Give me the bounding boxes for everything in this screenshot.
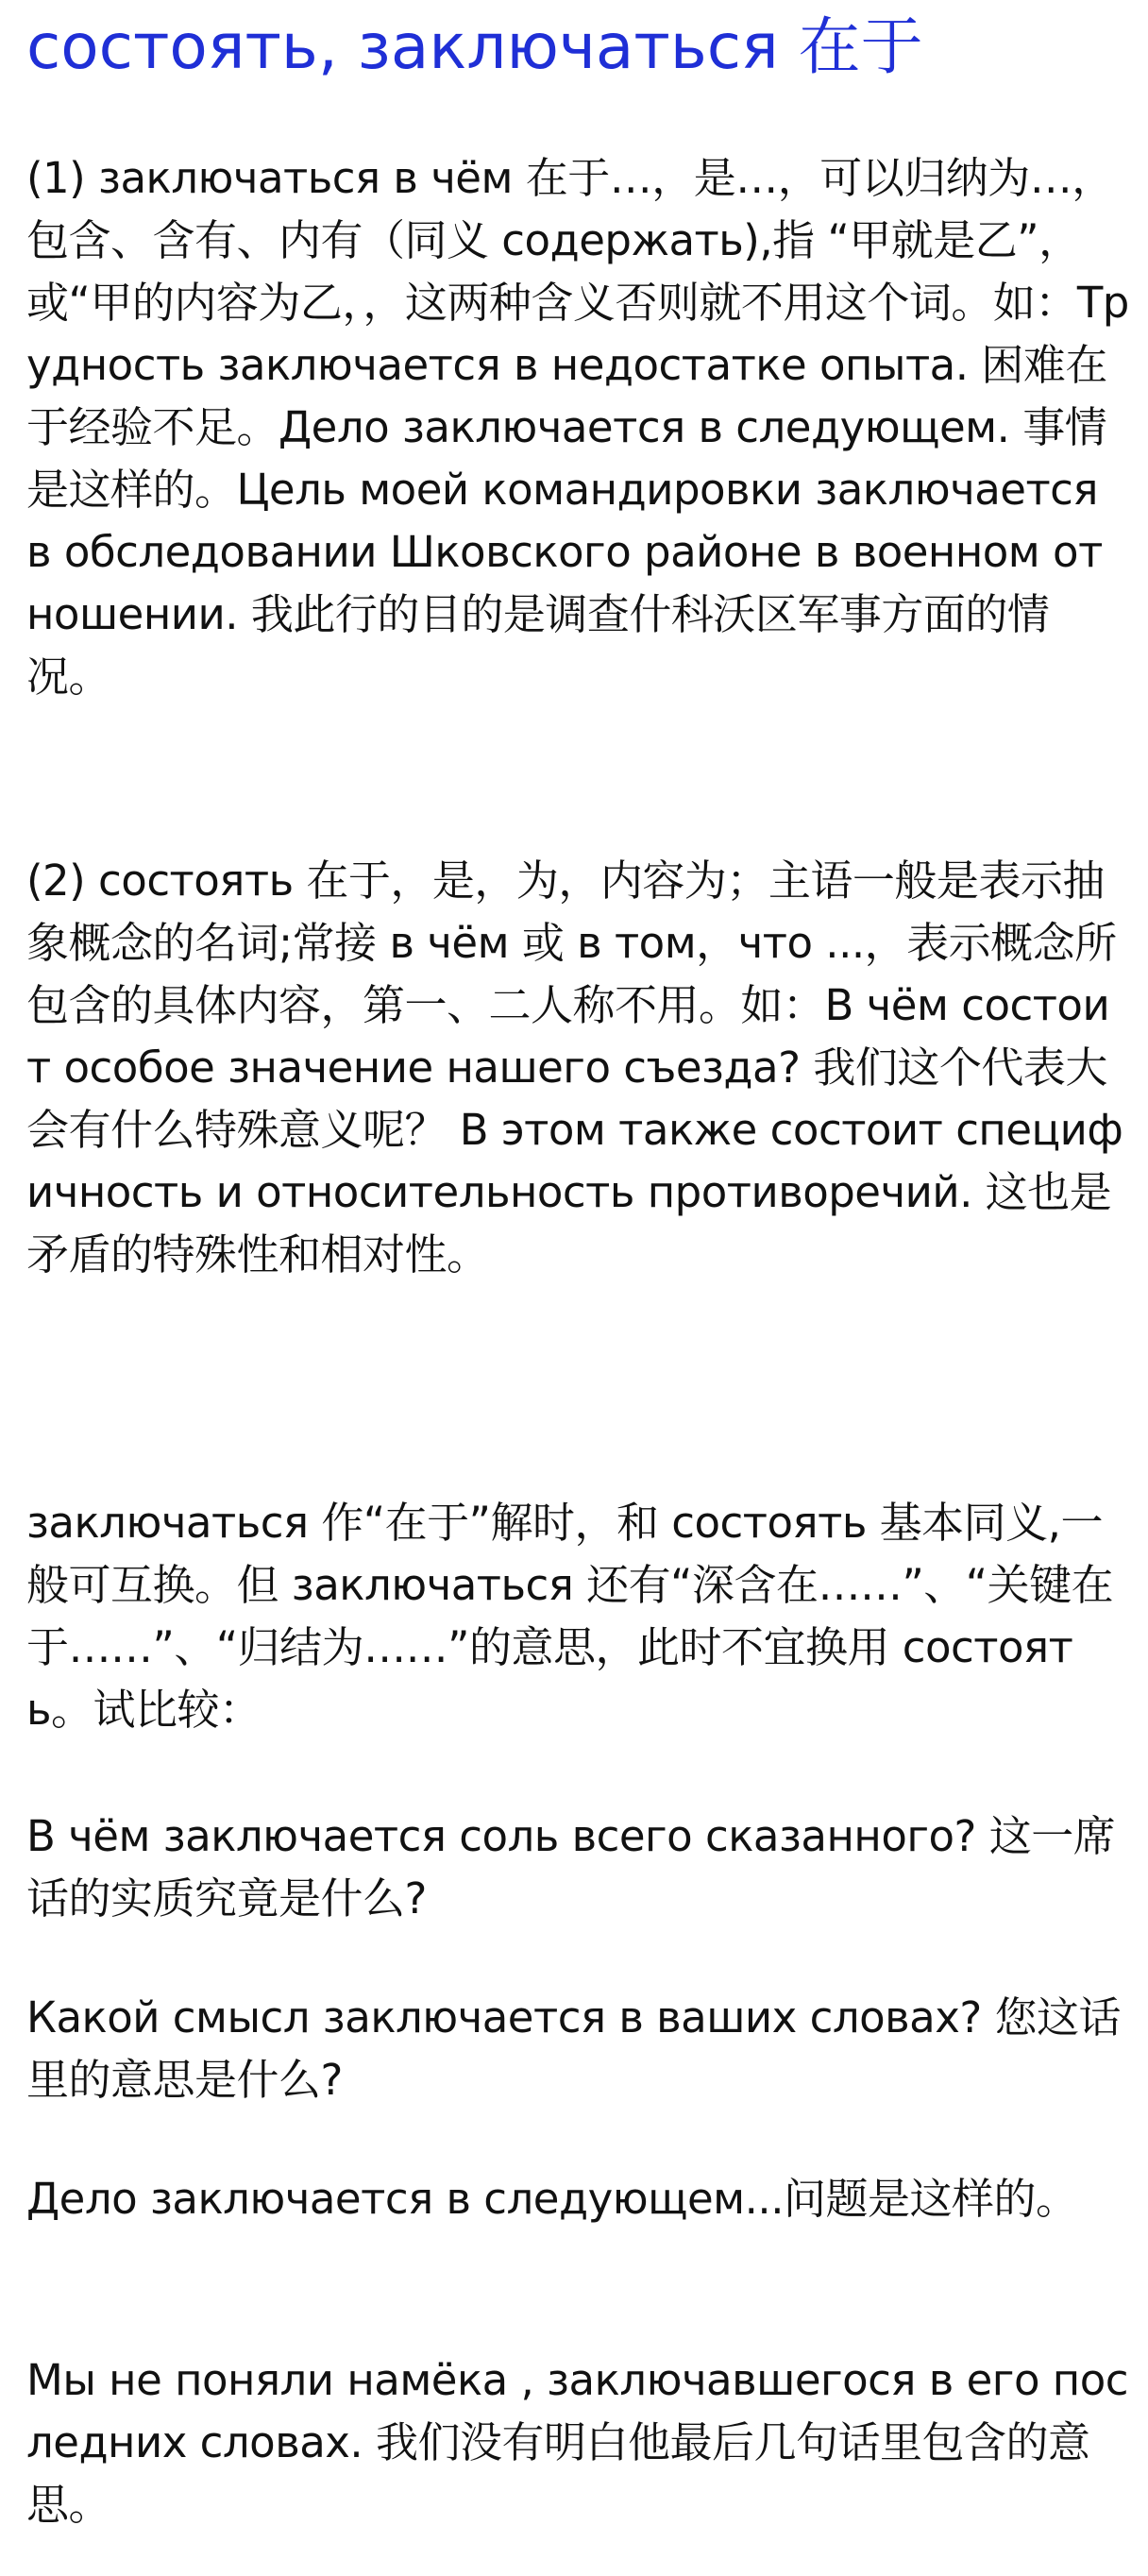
example-sentence: Мы не поняли намёка , заключавшегося в его последних словах. 我们没有明白他最后几句话里包含的意思。	[26, 2355, 1128, 2530]
paragraph-usage-2: (2) состоять 在于，是，为，内容为；主语一般是表示抽象概念的名词;常接 в чём 或 в том，что ...，表示概念所包含的具体内容，第一、二人称不用。如：В чём состоит особое значение нашего съезда? 我们这个代表大会有什么特殊意义呢？ В этом также состоит специфичность и относительность противоречий. 这也是矛盾的特殊性和相对性。	[26, 856, 1123, 1280]
paragraph-usage-1: (1) заключаться в чём 在于…，是…，可以归纳为…，包含、含有、内有（同义 содержать),指 “甲就是乙”，或“甲的内容为乙，，这两种含义否则就不用这个词。如：Трудность заключается в недостатке опыта. 困难在于经验不足。Дело заключается в следующем. 事情是这样的。Цель моей командировки заключается в обследовании Шковского районе в военном отношении. 我此行的目的是调查什科沃区军事方面的情况。	[26, 153, 1129, 702]
page-title: состоять, заключаться 在于	[26, 10, 923, 83]
example-sentence: Дело заключается в следующем...问题是这样的。	[26, 2174, 1078, 2224]
example-sentence: В чём заключается соль всего сказанного? 这一席话的实质究竟是什么?	[26, 1811, 1116, 1924]
paragraph-comparison-note: заключаться 作“在于”解时，和 состоять 基本同义,一般可互换。但 заключаться 还有“深含在……”、“关键在于……”、“归结为……”的意思，此时不宜换用 состоять。试比较：	[26, 1498, 1114, 1735]
example-sentence: Какой смысл заключается в ваших словах? 您这话里的意思是什么?	[26, 1992, 1122, 2105]
